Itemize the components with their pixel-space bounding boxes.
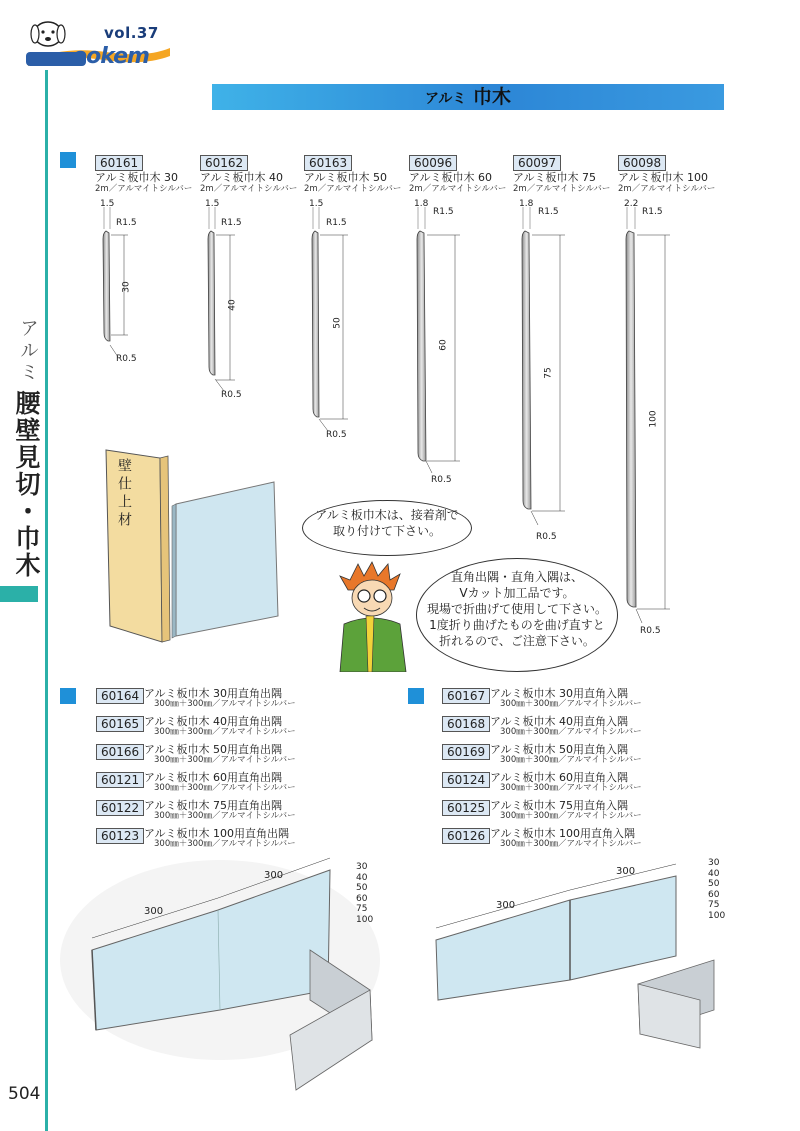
volume-label: vol.37 [104, 24, 159, 42]
product-code: 60098 [618, 155, 666, 171]
height-list [708, 858, 725, 921]
product-code: 60168 [442, 716, 490, 732]
product-name: アルミ板巾木 100用直角出隅 [144, 827, 290, 840]
length-label: 300 [144, 906, 164, 917]
bottom-radius-label: R0.5 [116, 354, 137, 364]
product-name: アルミ板巾木 30 [95, 171, 179, 184]
dog-mascot-icon [24, 14, 72, 54]
product-header [304, 152, 401, 194]
height-value: 100 [356, 914, 374, 925]
bottom-radius-label: R0.5 [221, 390, 242, 400]
page-title-bar [212, 84, 724, 110]
product-spec: 300㎜＋300㎜／アルマイトシルバー [154, 755, 296, 765]
page-title: 巾木 [473, 86, 512, 108]
product-code: 60166 [96, 744, 144, 760]
product-header [200, 152, 297, 194]
product-spec: 2m／アルマイトシルバー [304, 184, 402, 194]
product-code: 60165 [96, 716, 144, 732]
height-label: 100 [648, 410, 659, 428]
bottom-radius-label: R0.5 [640, 626, 661, 636]
height-value: 40 [356, 872, 368, 883]
product-name: アルミ板巾木 75用直角入隅 [490, 799, 629, 812]
product-spec: 2m／アルマイトシルバー [618, 184, 716, 194]
thickness-label: 2.2 [624, 199, 639, 209]
height-label: 50 [332, 317, 343, 329]
product-header [95, 152, 192, 194]
product-name: アルミ板巾木 60用直角入隅 [490, 771, 629, 784]
product-spec: 300㎜＋300㎜／アルマイトシルバー [154, 839, 296, 849]
section-marker [60, 152, 76, 168]
height-value: 50 [708, 879, 720, 889]
height-list [356, 862, 373, 925]
product-code: 60125 [442, 800, 490, 816]
side-section-title: 腰壁見切・巾木 [12, 390, 41, 579]
wall-material-label: 壁仕上材 [116, 458, 132, 530]
product-name: アルミ板巾木 30用直角入隅 [490, 687, 629, 700]
product-code: 60096 [409, 155, 457, 171]
product-name: アルミ板巾木 40 [200, 171, 284, 184]
product-name: アルミ板巾木 40用直角出隅 [144, 715, 283, 728]
title-small: アルミ [424, 91, 467, 107]
product-name: アルミ板巾木 50 [304, 171, 388, 184]
speech-bubble-adhesive [302, 500, 472, 556]
product-name: アルミ板巾木 60 [409, 171, 493, 184]
product-code: 60121 [96, 772, 144, 788]
product-spec: 300㎜＋300㎜／アルマイトシルバー [500, 727, 642, 737]
product-code: 60097 [513, 155, 561, 171]
height-label: 40 [227, 299, 238, 311]
height-value: 60 [356, 893, 368, 904]
top-radius-label: R1.5 [433, 207, 454, 217]
product-header [409, 152, 506, 194]
product-header [513, 152, 610, 194]
product-code: 60124 [442, 772, 490, 788]
bottom-radius-label: R0.5 [536, 532, 557, 542]
length-label: 300 [496, 900, 516, 911]
product-spec: 300㎜＋300㎜／アルマイトシルバー [154, 699, 296, 709]
top-radius-label: R1.5 [326, 218, 347, 228]
bubble-line: 現場で折曲げて使用して下さい。 [426, 602, 607, 616]
height-value: 40 [708, 868, 720, 879]
bubble-line: 直角出隅・直角入隅は、 [450, 570, 583, 584]
product-name: アルミ板巾木 50用直角出隅 [144, 743, 283, 756]
product-spec: 300㎜＋300㎜／アルマイトシルバー [154, 783, 296, 793]
product-spec: 2m／アルマイトシルバー [95, 184, 193, 194]
brand-logo-text: ookem [72, 44, 149, 69]
product-code: 60167 [442, 688, 490, 704]
product-code: 60163 [304, 155, 352, 171]
bubble-line: 1度折り曲げたものを曲げ直すと [429, 618, 605, 632]
height-value: 50 [356, 883, 368, 893]
thickness-label: 1.8 [414, 199, 429, 209]
product-name: アルミ板巾木 100用直角入隅 [490, 827, 636, 840]
product-spec: 300㎜＋300㎜／アルマイトシルバー [500, 783, 642, 793]
top-radius-label: R1.5 [642, 207, 663, 217]
bubble-line: 取り付けて下さい。 [332, 524, 441, 538]
inside-corner-illustration [410, 850, 730, 1050]
product-spec: 2m／アルマイトシルバー [513, 184, 611, 194]
product-code: 60122 [96, 800, 144, 816]
page-number: 504 [8, 1084, 41, 1104]
height-value: 30 [356, 862, 368, 872]
product-spec: 300㎜＋300㎜／アルマイトシルバー [500, 811, 642, 821]
height-label: 75 [543, 367, 554, 379]
product-spec: 300㎜＋300㎜／アルマイトシルバー [500, 755, 642, 765]
product-name: アルミ板巾木 40用直角入隅 [490, 715, 629, 728]
height-value: 30 [708, 858, 720, 868]
side-category: アルミ [17, 318, 39, 384]
thickness-label: 1.5 [309, 199, 324, 209]
speech-bubble-vcut [416, 558, 618, 672]
height-value: 100 [708, 910, 726, 921]
outside-corner-illustration [60, 850, 400, 1100]
section-marker [408, 688, 424, 704]
product-code: 60164 [96, 688, 144, 704]
height-label: 30 [121, 281, 132, 293]
product-spec: 300㎜＋300㎜／アルマイトシルバー [154, 727, 296, 737]
bubble-line: 折れるので、ご注意下さい。 [439, 634, 595, 648]
top-radius-label: R1.5 [538, 207, 559, 217]
product-spec: 2m／アルマイトシルバー [409, 184, 507, 194]
bottom-radius-label: R0.5 [326, 430, 347, 440]
product-header [618, 152, 715, 194]
character-illustration [336, 560, 416, 672]
product-name: アルミ板巾木 30用直角出隅 [144, 687, 283, 700]
product-name: アルミ板巾木 75用直角出隅 [144, 799, 283, 812]
thickness-label: 1.5 [205, 199, 220, 209]
product-code: 60126 [442, 828, 490, 844]
length-label: 300 [264, 870, 284, 881]
height-label: 60 [438, 339, 449, 351]
product-code: 60169 [442, 744, 490, 760]
length-label: 300 [616, 866, 636, 877]
top-radius-label: R1.5 [116, 218, 137, 228]
product-spec: 300㎜＋300㎜／アルマイトシルバー [500, 699, 642, 709]
top-radius-label: R1.5 [221, 218, 242, 228]
height-value: 60 [708, 889, 720, 900]
thickness-label: 1.8 [519, 199, 534, 209]
product-name: アルミ板巾木 75 [513, 171, 597, 184]
product-spec: 300㎜＋300㎜／アルマイトシルバー [154, 811, 296, 821]
bubble-line: アルミ板巾木は、接着剤で [315, 508, 459, 522]
height-value: 75 [356, 904, 368, 914]
product-spec: 2m／アルマイトシルバー [200, 184, 298, 194]
product-name: アルミ板巾木 60用直角出隅 [144, 771, 283, 784]
product-code: 60123 [96, 828, 144, 844]
profile-section [522, 207, 565, 525]
product-spec: 300㎜＋300㎜／アルマイトシルバー [500, 839, 642, 849]
section-marker [60, 688, 76, 704]
product-code: 60161 [95, 155, 143, 171]
thickness-label: 1.5 [100, 199, 115, 209]
product-code: 60162 [200, 155, 248, 171]
product-name: アルミ板巾木 50用直角入隅 [490, 743, 629, 756]
bottom-radius-label: R0.5 [431, 475, 452, 485]
bubble-line: Vカット加工品です。 [459, 586, 575, 600]
product-name: アルミ板巾木 100 [618, 171, 709, 184]
height-value: 75 [708, 900, 720, 910]
